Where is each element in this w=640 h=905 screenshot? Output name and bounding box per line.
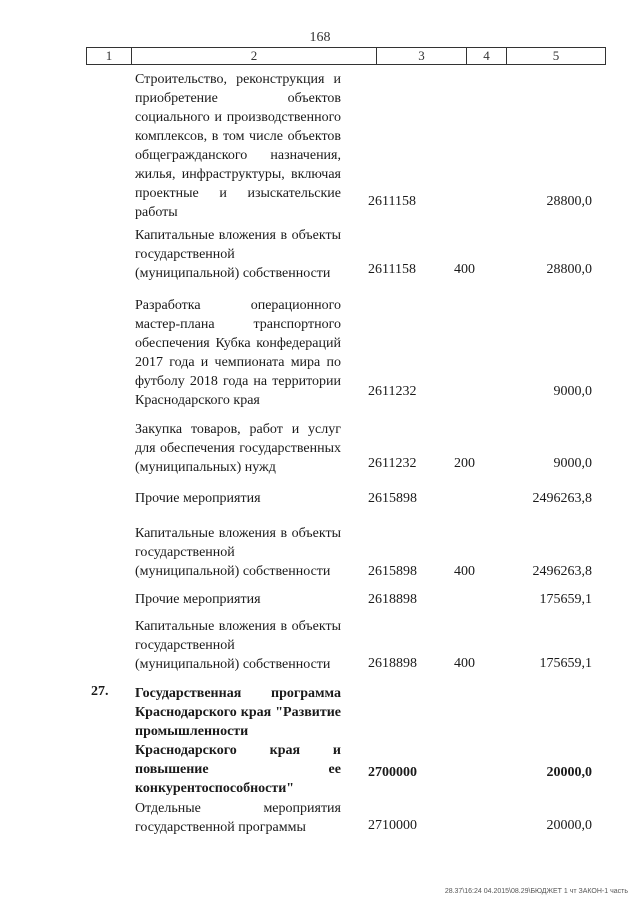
table-row (0, 799, 640, 834)
row-type: 400 (454, 656, 475, 671)
header-col-4: 4 (467, 48, 507, 64)
row-code: 2611232 (368, 456, 417, 471)
row-amount: 175659,1 (539, 656, 592, 671)
header-col-1: 1 (87, 48, 132, 64)
row-code: 2611158 (368, 194, 416, 209)
row-description: Закупка товаров, работ и услуг для обеспечения государственных (муниципальных) нужд (135, 422, 341, 475)
table-row (0, 590, 640, 608)
row-description: Прочие мероприятия (135, 592, 261, 607)
row-description: Государственная программа Краснодарского края "Развитие промышленности Краснодарского края и повышение ее конкурентоспособности" (135, 686, 341, 796)
row-number: 27. (91, 684, 109, 699)
page-number: 168 (309, 30, 331, 45)
row-amount: 20000,0 (546, 818, 592, 833)
footer-stamp: 28.37\16:24 04.2015\08.29\БЮДЖЕТ 1 чт ЗАКОН-1 часть (444, 888, 628, 895)
table-row (0, 617, 640, 672)
row-description: Капитальные вложения в объекты государственной (муниципальной) собственности (135, 526, 341, 579)
row-type: 200 (454, 456, 475, 471)
table-row (0, 70, 640, 220)
row-type: 400 (454, 564, 475, 579)
row-amount: 28800,0 (546, 262, 592, 277)
row-code: 2611232 (368, 384, 417, 399)
header-col-3: 3 (377, 48, 467, 64)
table-row (0, 296, 640, 408)
table-header (86, 47, 606, 65)
row-code: 2615898 (368, 491, 417, 506)
header-col-2: 2 (132, 48, 377, 64)
row-code: 2700000 (368, 765, 417, 780)
row-description: Строительство, реконструкция и приобретение объектов социального и производственного комплексов, в том числе объектов общегражданского назначения, жилья, инфраструктуры, включая проектные и изыскательские работы (135, 72, 341, 220)
row-type: 400 (454, 262, 475, 277)
row-description: Прочие мероприятия (135, 491, 261, 506)
row-description: Разработка операционного мастер-плана транспортного обеспечения Кубка конфедераций 2017 года и чемпионата мира по футболу 2018 года на территории Краснодарского края (135, 298, 341, 408)
table-row (0, 684, 640, 796)
header-col-5: 5 (552, 48, 560, 63)
table-row (0, 420, 640, 475)
row-amount: 28800,0 (546, 194, 592, 209)
table-row (0, 524, 640, 580)
row-code: 2618898 (368, 656, 417, 671)
row-code: 2615898 (368, 564, 417, 579)
row-description: Отдельные мероприятия государственной программы (135, 801, 341, 835)
row-description: Капитальные вложения в объекты государственной (муниципальной) собственности (135, 619, 341, 672)
row-code: 2618898 (368, 592, 417, 607)
table-row (0, 226, 640, 281)
row-amount: 175659,1 (539, 592, 592, 607)
row-amount: 20000,0 (546, 765, 592, 780)
row-amount: 2496263,8 (532, 491, 592, 506)
row-code: 2611158 (368, 262, 416, 277)
table-row (0, 489, 640, 507)
row-description: Капитальные вложения в объекты государственной (муниципальной) собственности (135, 228, 341, 281)
row-amount: 2496263,8 (532, 564, 592, 579)
row-amount: 9000,0 (553, 384, 592, 399)
row-code: 2710000 (368, 818, 417, 833)
row-amount: 9000,0 (553, 456, 592, 471)
